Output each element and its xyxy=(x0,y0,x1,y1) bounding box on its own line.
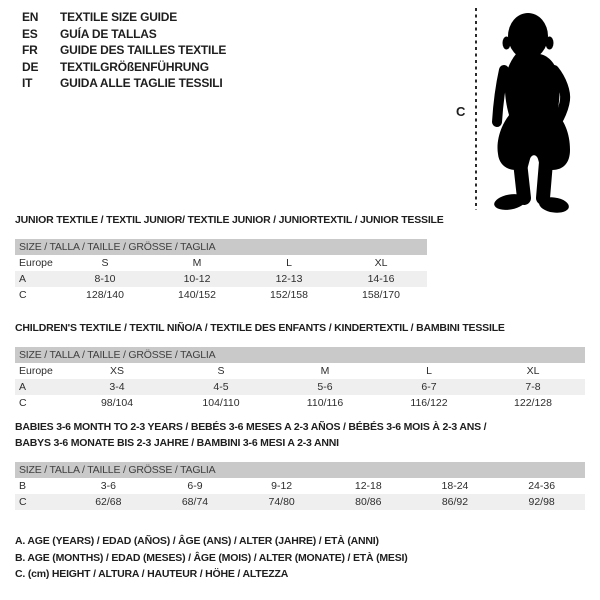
height-figure xyxy=(450,4,595,216)
size-cell: 122/128 xyxy=(514,397,552,409)
language-title: TEXTILE SIZE GUIDE xyxy=(60,10,178,24)
size-cell: 152/158 xyxy=(270,289,308,301)
size-cell: 158/170 xyxy=(362,289,400,301)
size-cell: 10-12 xyxy=(151,271,243,287)
size-cell: 12-13 xyxy=(243,271,335,287)
size-cell: 5-6 xyxy=(273,379,377,395)
table-row xyxy=(15,287,427,303)
language-row xyxy=(22,42,226,59)
language-row xyxy=(22,26,226,43)
language-code: DE xyxy=(22,59,39,74)
size-cell: 12-18 xyxy=(354,480,382,492)
size-cell: 98/104 xyxy=(100,397,134,409)
size-cell: 6-7 xyxy=(377,379,481,395)
language-title: GUÍA DE TALLAS xyxy=(60,26,157,41)
size-table-header: SIZE / TALLA / TAILLE / GRÖSSE / TAGLIA xyxy=(15,462,585,478)
size-table-header: SIZE / TALLA / TAILLE / GRÖSSE / TAGLIA xyxy=(15,347,585,363)
row-label-cell: Europe xyxy=(19,257,53,269)
language-title: TEXTILGRÖßENFÜHRUNG xyxy=(60,59,209,74)
footnote-c: C. (cm) HEIGHT / ALTURA / HAUTEUR / HÖHE / ALTEZZA xyxy=(15,568,289,580)
size-cell: M xyxy=(320,365,330,377)
size-table-header: SIZE / TALLA / TAILLE / GRÖSSE / TAGLIA xyxy=(15,239,427,255)
junior-section-title: JUNIOR TEXTILE / TEXTIL JUNIOR/ TEXTILE JUNIOR / JUNIORTEXTIL / JUNIOR TESSILE xyxy=(15,214,444,226)
row-label-cell: C xyxy=(19,397,27,409)
row-label-cell: A xyxy=(15,379,65,395)
row-label-cell: A xyxy=(15,271,59,287)
size-cell: 3-6 xyxy=(100,480,116,492)
babies-title-line1: BABIES 3-6 MONTH TO 2-3 YEARS / BEBÉS 3-6 MESES A 2-3 AÑOS / BÉBÉS 3-6 MOIS À 2-3 ANS / xyxy=(15,421,487,433)
language-title: GUIDE DES TAILLES TEXTILE xyxy=(60,43,227,57)
size-cell: XL xyxy=(526,365,540,377)
size-cell: XL xyxy=(374,257,388,269)
language-title: GUIDA ALLE TAGLIE TESSILI xyxy=(60,76,223,90)
size-cell: 8-10 xyxy=(59,271,151,287)
babies-section-title xyxy=(15,419,486,451)
table-row xyxy=(15,379,585,395)
babies-title-line2: BABYS 3-6 MONATE BIS 2-3 JAHRE / BAMBINI 3-6 MESI A 2-3 ANNI xyxy=(15,437,339,449)
table-row xyxy=(15,255,427,271)
junior-size-table xyxy=(15,239,427,303)
row-label-cell: C xyxy=(15,494,65,510)
size-cell: L xyxy=(286,257,292,269)
size-cell: 140/152 xyxy=(178,289,216,301)
size-cell: 86/92 xyxy=(412,494,499,510)
size-cell: 4-5 xyxy=(169,379,273,395)
size-cell: 104/110 xyxy=(202,397,240,409)
size-cell: L xyxy=(426,365,432,377)
size-cell: 6-9 xyxy=(187,480,203,492)
row-label-cell: B xyxy=(19,480,27,492)
children-size-table xyxy=(15,347,585,411)
row-label-cell: C xyxy=(19,289,27,301)
language-legend xyxy=(22,9,226,92)
size-cell: 62/68 xyxy=(65,494,152,510)
size-cell: 116/122 xyxy=(410,397,448,409)
table-row xyxy=(15,363,585,379)
language-code: EN xyxy=(22,10,39,24)
size-cell: 110/116 xyxy=(306,397,344,409)
size-cell: 9-12 xyxy=(271,480,293,492)
size-cell: S xyxy=(101,257,109,269)
size-cell: 68/74 xyxy=(152,494,239,510)
language-row xyxy=(22,59,226,76)
language-code: ES xyxy=(22,26,38,41)
language-code: FR xyxy=(22,43,38,57)
table-row xyxy=(15,478,585,494)
children-section-title: CHILDREN'S TEXTILE / TEXTIL NIÑO/A / TEXTILE DES ENFANTS / KINDERTEXTIL / BAMBINI TESSILE xyxy=(15,322,505,334)
size-cell: M xyxy=(192,257,202,269)
table-row xyxy=(15,271,427,287)
footnote-a: A. AGE (YEARS) / EDAD (AÑOS) / ÂGE (ANS) / ALTER (JAHRE) / ETÀ (ANNI) xyxy=(15,535,379,547)
size-cell: S xyxy=(217,365,225,377)
footnote-b: B. AGE (MONTHS) / EDAD (MESES) / ÂGE (MOIS) / ALTER (MONATE) / ETÀ (MESI) xyxy=(15,551,408,564)
baby-silhouette-icon xyxy=(450,4,595,216)
size-cell: XS xyxy=(109,365,124,377)
baby-silhouette xyxy=(493,13,570,215)
table-row xyxy=(15,494,585,510)
size-cell: 18-24 xyxy=(441,480,469,492)
babies-size-table xyxy=(15,462,585,510)
size-cell: 92/98 xyxy=(498,494,585,510)
table-row xyxy=(15,395,585,411)
size-cell: 80/86 xyxy=(325,494,412,510)
language-row xyxy=(22,9,226,26)
footnotes xyxy=(15,533,408,583)
size-cell: 3-4 xyxy=(65,379,169,395)
language-row xyxy=(22,75,226,92)
size-cell: 74/80 xyxy=(238,494,325,510)
height-measure-label: C xyxy=(456,104,466,119)
size-cell: 14-16 xyxy=(335,271,427,287)
row-label-cell: Europe xyxy=(19,365,53,377)
size-cell: 24-36 xyxy=(528,480,556,492)
size-cell: 128/140 xyxy=(86,289,124,301)
language-code: IT xyxy=(22,76,33,90)
size-cell: 7-8 xyxy=(481,379,585,395)
